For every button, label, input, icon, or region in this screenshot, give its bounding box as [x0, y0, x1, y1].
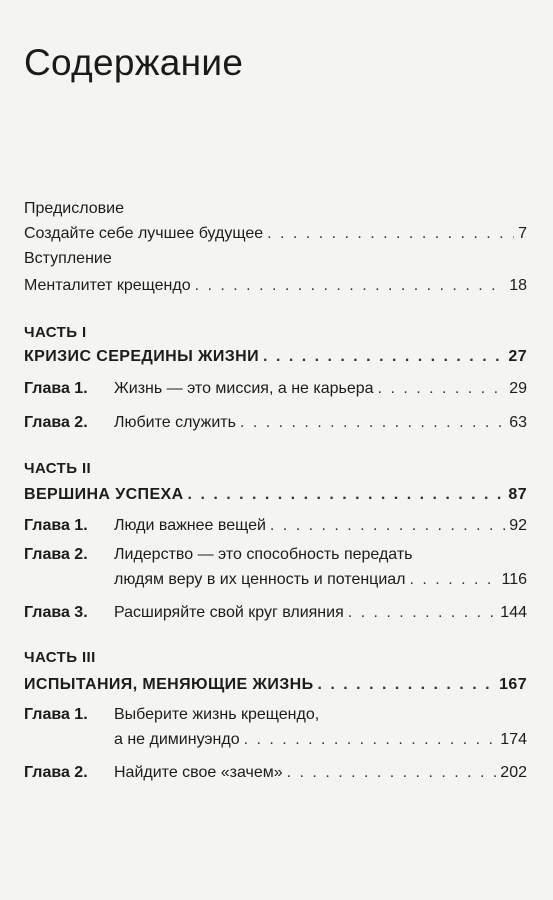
chapter-text: Найдите свое «зачем»	[114, 764, 283, 781]
foreword-heading: Предисловие	[24, 200, 124, 217]
chapter-page: 29	[509, 380, 527, 397]
dot-leader	[240, 413, 505, 433]
entry-text: Создайте себе лучшее будущее	[24, 225, 264, 242]
chapter-text-cont: людям веру в их ценность и потенциал	[114, 571, 406, 588]
dot-leader	[267, 224, 514, 244]
dot-leader	[270, 516, 505, 536]
entry-page: 7	[518, 225, 527, 242]
chapter-label: Глава 1.	[24, 706, 88, 723]
chapter-entry[interactable]	[24, 705, 527, 725]
toc-entry[interactable]	[24, 276, 527, 296]
chapter-entry[interactable]	[24, 379, 527, 399]
chapter-entry[interactable]	[24, 545, 527, 565]
chapter-label: Глава 1.	[24, 380, 88, 397]
chapter-text: Выберите жизнь крещендо,	[114, 706, 320, 723]
chapter-page: 174	[500, 731, 527, 748]
dot-leader	[348, 603, 497, 623]
chapter-page: 144	[500, 604, 527, 621]
entry-page: 18	[509, 277, 527, 294]
chapter-label: Глава 3.	[24, 604, 88, 621]
dot-leader	[287, 763, 497, 783]
dot-leader	[263, 347, 504, 367]
chapter-text: Расширяйте свой круг влияния	[114, 604, 344, 621]
part-title: ИСПЫТАНИЯ, МЕНЯЮЩИЕ ЖИЗНЬ	[24, 676, 314, 693]
part-label: ЧАСТЬ III	[24, 649, 96, 666]
chapter-entry[interactable]	[24, 413, 527, 433]
part-entry[interactable]	[24, 347, 527, 367]
chapter-label: Глава 2.	[24, 764, 88, 781]
chapter-entry-continued[interactable]	[114, 570, 527, 590]
chapter-entry-continued[interactable]	[114, 730, 527, 750]
page-title: Содержание	[24, 42, 244, 83]
dot-leader	[195, 276, 506, 296]
chapter-label: Глава 2.	[24, 414, 88, 431]
chapter-page: 63	[509, 414, 527, 431]
part-page: 87	[508, 486, 527, 503]
chapter-entry[interactable]	[24, 603, 527, 623]
dot-leader	[244, 730, 497, 750]
part-entry[interactable]	[24, 675, 527, 695]
dot-leader	[318, 675, 496, 695]
part-label: ЧАСТЬ II	[24, 460, 92, 477]
part-label: ЧАСТЬ I	[24, 324, 87, 341]
chapter-entry[interactable]	[24, 763, 527, 783]
chapter-text: Жизнь — это миссия, а не карьера	[114, 380, 374, 397]
part-title: КРИЗИС СЕРЕДИНЫ ЖИЗНИ	[24, 348, 260, 365]
chapter-page: 116	[501, 571, 527, 588]
chapter-page: 92	[509, 517, 527, 534]
dot-leader	[410, 570, 498, 590]
chapter-page: 202	[500, 764, 527, 781]
chapter-text-cont: а не диминуэндо	[114, 731, 240, 748]
chapter-text: Лидерство — это способность передать	[114, 546, 413, 563]
part-entry[interactable]	[24, 485, 527, 505]
chapter-text: Любите служить	[114, 414, 236, 431]
dot-leader	[188, 485, 505, 505]
chapter-text: Люди важнее вещей	[114, 517, 266, 534]
chapter-label: Глава 1.	[24, 517, 88, 534]
intro-heading: Вступление	[24, 250, 112, 267]
dot-leader	[378, 379, 506, 399]
part-page: 27	[508, 348, 527, 365]
part-title: ВЕРШИНА УСПЕХА	[24, 486, 184, 503]
entry-text: Менталитет крещендо	[24, 277, 191, 294]
toc-entry[interactable]	[24, 224, 527, 244]
chapter-entry[interactable]	[24, 516, 527, 536]
part-page: 167	[499, 676, 527, 693]
chapter-label: Глава 2.	[24, 546, 88, 563]
